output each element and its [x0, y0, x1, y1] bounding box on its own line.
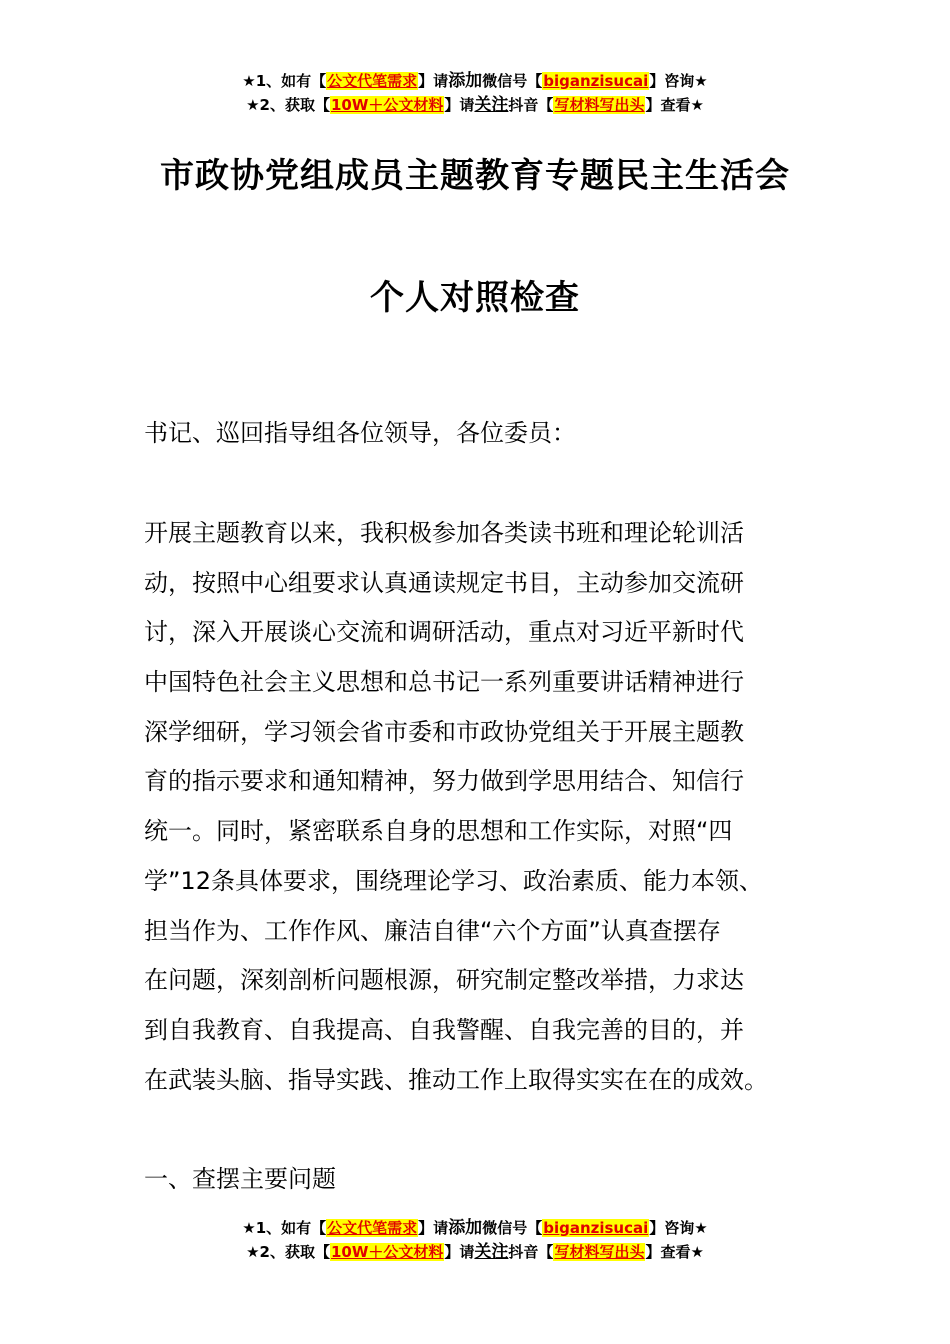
promo-text: 】请 — [444, 1243, 475, 1261]
salutation: 书记、巡回指导组各位领导，各位委员： — [144, 419, 576, 447]
document-subtitle: 个人对照检查 — [370, 278, 580, 318]
promo-highlight-douyin: 写材料写出头 — [554, 96, 645, 114]
promo-text: 】请 — [418, 72, 449, 90]
footer-promo-banner — [0, 1216, 950, 1264]
promo-text: 】请 — [444, 96, 475, 114]
promo-line-1 — [0, 1216, 950, 1240]
paragraph-line: 学”12条具体要求，围绕理论学习、政治素质、能力本领、 — [144, 866, 763, 895]
promo-highlight-service: 公文代笔需求 — [327, 1219, 418, 1237]
paragraph-line: 开展主题教育以来，我积极参加各类读书班和理论轮训活 — [144, 519, 744, 547]
promo-text: 微信号【 — [482, 1219, 543, 1237]
promo-line-2 — [0, 93, 950, 117]
promo-text: ★2、获取【 — [246, 1243, 330, 1261]
paragraph-line: 动，按照中心组要求认真通读规定书目，主动参加交流研 — [144, 568, 744, 597]
paragraph-line: 统一。同时，紧密联系自身的思想和工作实际，对照“四 — [144, 817, 733, 846]
promo-text: 微信号【 — [482, 72, 543, 90]
paragraph-line: 讨，深入开展谈心交流和调研活动，重点对习近平新时代 — [144, 618, 744, 647]
paragraph-line: 在武装头脑、指导实践、推动工作上取得实实在在的成效。 — [144, 1065, 768, 1094]
promo-emphasis: 添加 — [448, 1218, 483, 1238]
paragraph-line: 担当作为、工作作风、廉洁自律“六个方面”认真查摆存 — [144, 916, 721, 945]
promo-text: 】咨询★ — [649, 1219, 708, 1237]
promo-text: ★2、获取【 — [246, 96, 330, 114]
promo-highlight-materials: 10W＋公文材料 — [330, 1243, 444, 1261]
promo-highlight-douyin: 写材料写出头 — [554, 1243, 645, 1261]
promo-text: 抖音【 — [508, 96, 554, 114]
promo-text: 】咨询★ — [649, 72, 708, 90]
promo-emphasis: 添加 — [448, 71, 483, 91]
promo-text: 】查看★ — [645, 1243, 704, 1261]
promo-highlight-wechat-id: biganzisucai — [543, 1219, 649, 1237]
promo-text: ★1、如有【 — [242, 72, 327, 90]
promo-highlight-wechat-id: biganzisucai — [543, 72, 649, 90]
paragraph-line: 深学细研，学习领会省市委和市政协党组关于开展主题教 — [144, 717, 744, 746]
promo-line-2 — [0, 1240, 950, 1264]
promo-text: 抖音【 — [508, 1243, 554, 1261]
paragraph-line: 中国特色社会主义思想和总书记一系列重要讲话精神进行 — [144, 668, 744, 697]
promo-line-1 — [0, 69, 950, 93]
promo-text: ★1、如有【 — [242, 1219, 327, 1237]
paragraph-line: 育的指示要求和通知精神，努力做到学思用结合、知信行 — [144, 767, 744, 796]
paragraph-line: 在问题，深刻剖析问题根源，研究制定整改举措，力求达 — [144, 966, 744, 995]
promo-emphasis: 关注 — [474, 95, 509, 115]
promo-highlight-service: 公文代笔需求 — [327, 72, 418, 90]
promo-emphasis: 关注 — [474, 1242, 509, 1262]
promo-text: 】请 — [418, 1219, 449, 1237]
paragraph-line: 到自我教育、自我提高、自我警醒、自我完善的目的，并 — [144, 1015, 744, 1044]
section-heading: 一、查摆主要问题 — [144, 1165, 336, 1193]
header-promo-banner — [0, 69, 950, 117]
promo-highlight-materials: 10W＋公文材料 — [330, 96, 444, 114]
promo-text: 】查看★ — [645, 96, 704, 114]
body-paragraph — [144, 512, 824, 1108]
document-title: 市政协党组成员主题教育专题民主生活会 — [160, 156, 790, 196]
